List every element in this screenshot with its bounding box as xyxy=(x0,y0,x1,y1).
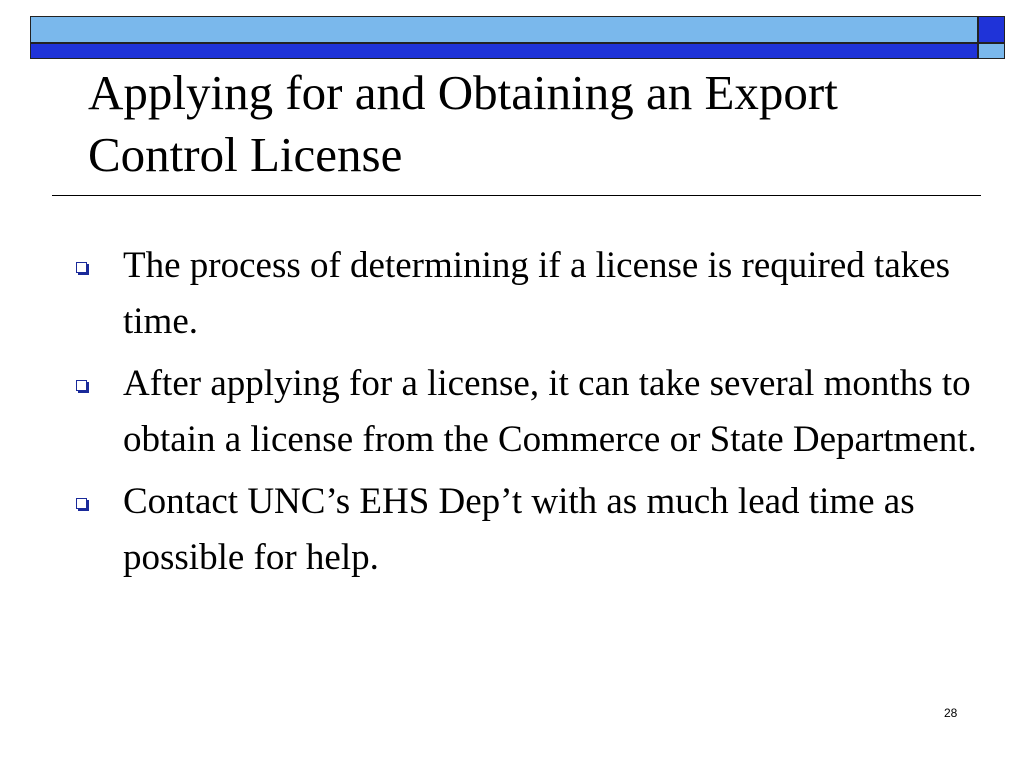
hollow-square-bullet-icon xyxy=(76,498,87,509)
bullet-text: Contact UNC’s EHS Dep’t with as much lead time as possible for help. xyxy=(123,481,915,578)
page-number: 28 xyxy=(944,706,958,720)
header-bar-dark xyxy=(30,43,978,59)
hollow-square-bullet-icon xyxy=(76,380,87,391)
corner-square-light xyxy=(978,43,1005,59)
bullet-item xyxy=(70,238,990,350)
hollow-square-bullet-icon xyxy=(76,262,87,273)
bullet-item xyxy=(70,474,990,586)
slide-title: Applying for and Obtaining an Export Control License xyxy=(88,65,838,182)
bullet-list xyxy=(70,238,990,592)
header-bar-light xyxy=(30,16,978,43)
bullet-text: After applying for a license, it can take several months to obtain a license from the Commerce or State Department. xyxy=(123,363,977,460)
bullet-item xyxy=(70,356,990,468)
bullet-text: The process of determining if a license is required takes time. xyxy=(123,245,951,342)
title-divider xyxy=(52,195,981,196)
corner-square-dark xyxy=(978,16,1005,43)
